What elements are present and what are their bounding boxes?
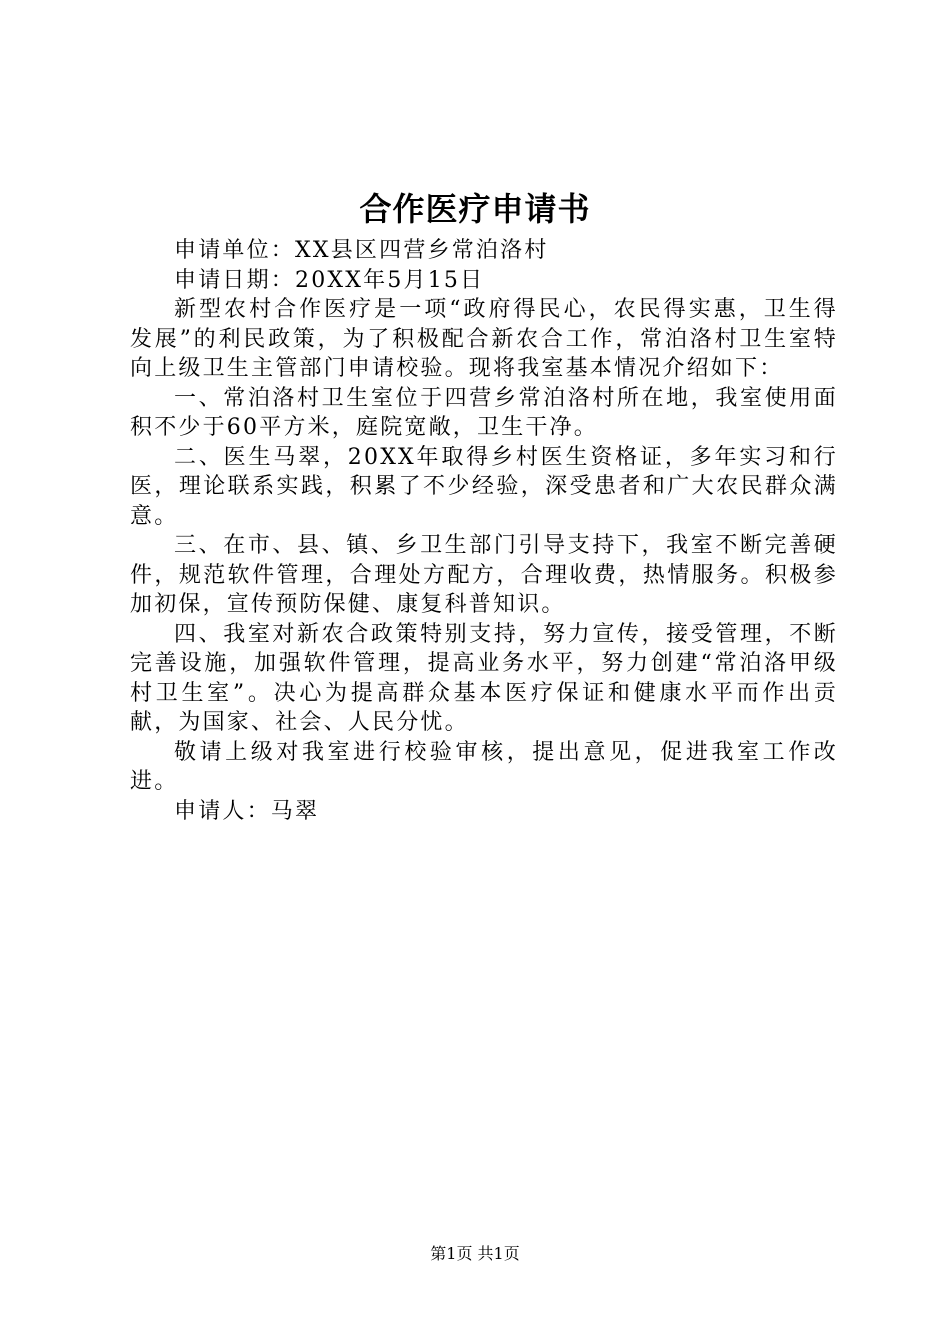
applicant-unit-line: 申请单位：XX县区四营乡常泊洛村 xyxy=(174,238,549,263)
application-date-line: 申请日期：20XX年5月15日 xyxy=(174,267,485,293)
point-two-paragraph: 二、医生马翠，20XX年取得乡村医生资格证，多年实习和行医，理论联系实践，积累了不少经验，深受患者和广大农民群众满意。 xyxy=(130,444,838,529)
intro-paragraph: 新型农村合作医疗是一项“政府得民心，农民得实惠，卫生得发展”的利民政策，为了积极配合新农合工作，常泊洛村卫生室特向上级卫生主管部门申请校验。现将我室基本情况介绍如下： xyxy=(130,297,838,381)
point-one-paragraph: 一、常泊洛村卫生室位于四营乡常泊洛村所在地，我室使用面积不少于60平方米，庭院宽敞，卫生干净。 xyxy=(130,385,838,440)
point-four-paragraph: 四、我室对新农合政策特别支持，努力宣传，接受管理，不断完善设施，加强软件管理，提高业务水平，努力创建“常泊洛甲级村卫生室”。决心为提高群众基本医疗保证和健康水平而作出贡献，为国家、社会、人民分忧。 xyxy=(130,621,838,735)
page-footer: 第1页 共1页 xyxy=(430,1244,520,1263)
applicant-signature-line: 申请人：马翠 xyxy=(174,798,320,824)
closing-request-paragraph: 敬请上级对我室进行校验审核，提出意见，促进我室工作改进。 xyxy=(130,739,838,794)
point-three-paragraph: 三、在市、县、镇、乡卫生部门引导支持下，我室不断完善硬件，规范软件管理，合理处方配方，合理收费，热情服务。积极参加初保，宣传预防保健、康复科普知识。 xyxy=(130,533,838,617)
document-body xyxy=(130,236,838,826)
document-title: 合作医疗申请书 xyxy=(359,190,591,228)
